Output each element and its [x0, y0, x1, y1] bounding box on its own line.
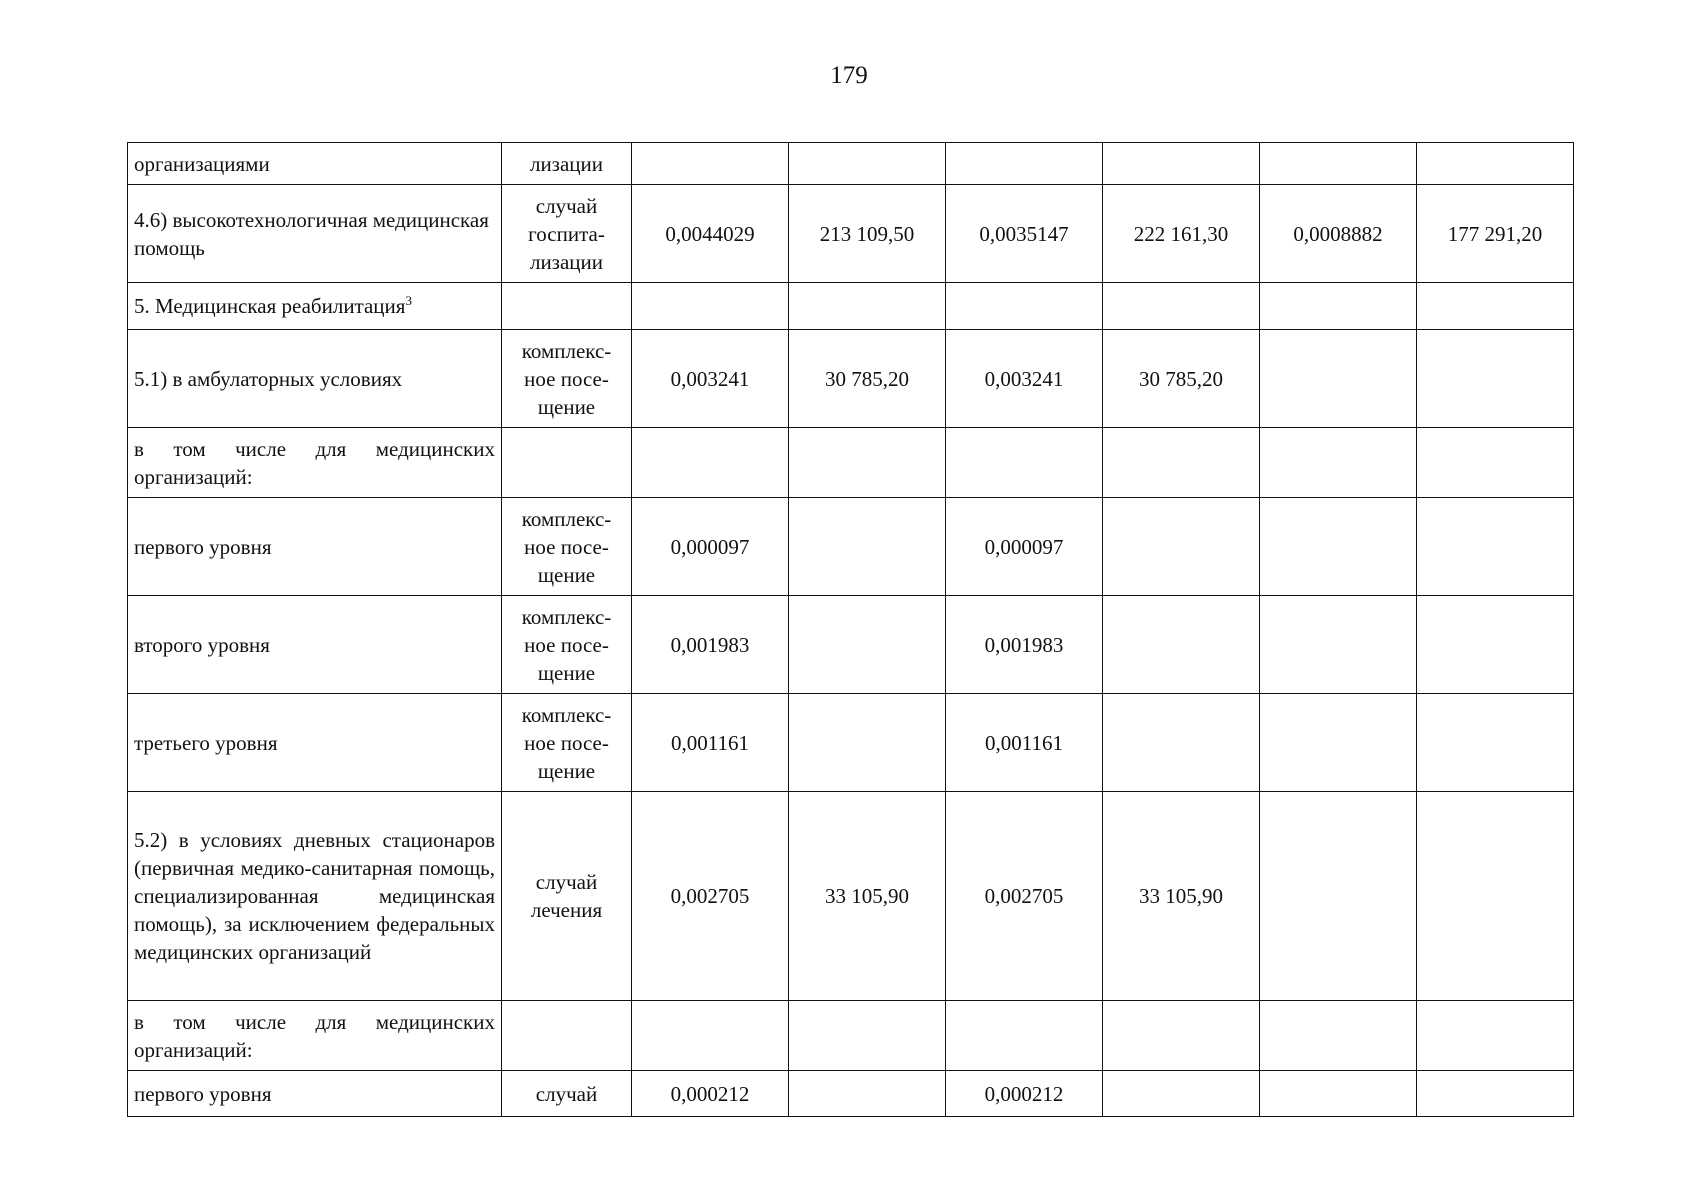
value-cell: [789, 596, 946, 694]
value-cell: 33 105,90: [789, 792, 946, 1001]
unit-cell: случай лечения: [502, 792, 632, 1001]
table-row: [128, 1071, 1574, 1117]
row-name-cell: [128, 283, 502, 330]
value-cell: [1103, 283, 1260, 330]
value-cell: 0,001161: [632, 694, 789, 792]
value-cell: 222 161,30: [1103, 185, 1260, 283]
row-name: 5.1) в амбулаторных условиях: [134, 366, 403, 391]
value-cell: [1260, 1071, 1417, 1117]
row-name: в том числе для медицинских организаций:: [134, 1009, 495, 1062]
row-name: второго уровня: [134, 632, 270, 657]
unit-cell: [502, 1001, 632, 1071]
value-cell: [789, 1001, 946, 1071]
value-cell: 30 785,20: [789, 330, 946, 428]
value-cell: [1260, 330, 1417, 428]
data-table: [127, 142, 1574, 1117]
value-cell: [1417, 1001, 1574, 1071]
value-cell: 0,003241: [632, 330, 789, 428]
value-cell: 0,001983: [946, 596, 1103, 694]
table-row: [128, 283, 1574, 330]
unit-cell: комплекс-ное посе-щение: [502, 694, 632, 792]
value-cell: [1417, 330, 1574, 428]
row-name: первого уровня: [134, 1081, 272, 1106]
table-row: [128, 694, 1574, 792]
row-name: 4.6) высокотехнологичная медицинская помощь: [134, 207, 489, 260]
unit-cell: [502, 428, 632, 498]
value-cell: [1103, 428, 1260, 498]
value-cell: [946, 143, 1103, 185]
value-cell: [1260, 792, 1417, 1001]
value-cell: [946, 428, 1103, 498]
value-cell: [1417, 143, 1574, 185]
value-cell: 0,0008882: [1260, 185, 1417, 283]
row-name-cell: [128, 330, 502, 428]
value-cell: [632, 428, 789, 498]
footnote-marker: 3: [405, 293, 412, 308]
value-cell: [1103, 694, 1260, 792]
value-cell: 0,000212: [632, 1071, 789, 1117]
value-cell: [1260, 143, 1417, 185]
value-cell: 0,0044029: [632, 185, 789, 283]
table-row: [128, 1001, 1574, 1071]
row-name-cell: [128, 596, 502, 694]
value-cell: [1417, 498, 1574, 596]
value-cell: 0,002705: [946, 792, 1103, 1001]
unit-cell: комплекс-ное посе-щение: [502, 596, 632, 694]
value-cell: 0,001983: [632, 596, 789, 694]
value-cell: [632, 1001, 789, 1071]
row-name-cell: [128, 1071, 502, 1117]
unit-cell: случай госпита-лизации: [502, 185, 632, 283]
value-cell: 30 785,20: [1103, 330, 1260, 428]
row-name-cell: [128, 694, 502, 792]
table-row: [128, 143, 1574, 185]
row-name: в том числе для медицинских организаций:: [134, 436, 495, 489]
value-cell: 0,000212: [946, 1071, 1103, 1117]
page-number: 179: [830, 62, 868, 89]
unit-cell: комплекс-ное посе-щение: [502, 330, 632, 428]
table-row: [128, 330, 1574, 428]
value-cell: 177 291,20: [1417, 185, 1574, 283]
value-cell: [1417, 596, 1574, 694]
value-cell: [1260, 1001, 1417, 1071]
value-cell: [632, 143, 789, 185]
row-name-cell: [128, 792, 502, 1001]
row-name: 5.2) в условиях дневных стационаров (первичная медико-санитарная помощь, специализированная медицинская помощь), за исключением федеральных медицинских организаций: [134, 828, 495, 964]
table-body: [128, 143, 1574, 1117]
value-cell: [1417, 792, 1574, 1001]
table-row: [128, 428, 1574, 498]
row-name: первого уровня: [134, 534, 272, 559]
value-cell: 0,000097: [632, 498, 789, 596]
value-cell: [946, 1001, 1103, 1071]
row-name-cell: [128, 1001, 502, 1071]
value-cell: [789, 694, 946, 792]
value-cell: 0,000097: [946, 498, 1103, 596]
value-cell: 0,003241: [946, 330, 1103, 428]
value-cell: [1103, 1001, 1260, 1071]
value-cell: [789, 283, 946, 330]
value-cell: [1260, 428, 1417, 498]
table-row: [128, 792, 1574, 1001]
unit-cell: комплекс-ное посе-щение: [502, 498, 632, 596]
row-name: третьего уровня: [134, 730, 278, 755]
value-cell: [1417, 694, 1574, 792]
value-cell: [1103, 1071, 1260, 1117]
value-cell: [632, 283, 789, 330]
value-cell: [789, 1071, 946, 1117]
value-cell: [1103, 143, 1260, 185]
row-name: организациями: [134, 151, 270, 176]
value-cell: [1260, 283, 1417, 330]
value-cell: 0,0035147: [946, 185, 1103, 283]
table-row: [128, 498, 1574, 596]
row-name-cell: [128, 143, 502, 185]
unit-cell: [502, 283, 632, 330]
table-row: [128, 185, 1574, 283]
value-cell: 213 109,50: [789, 185, 946, 283]
value-cell: [1260, 498, 1417, 596]
unit-cell: лизации: [502, 143, 632, 185]
value-cell: 33 105,90: [1103, 792, 1260, 1001]
value-cell: [1417, 428, 1574, 498]
value-cell: [1103, 498, 1260, 596]
row-name-cell: [128, 185, 502, 283]
value-cell: [1417, 1071, 1574, 1117]
value-cell: 0,002705: [632, 792, 789, 1001]
row-name-cell: [128, 498, 502, 596]
value-cell: [1260, 694, 1417, 792]
value-cell: 0,001161: [946, 694, 1103, 792]
value-cell: [1417, 283, 1574, 330]
row-name: 5. Медицинская реабилитация: [134, 294, 406, 318]
value-cell: [1260, 596, 1417, 694]
unit-cell: случай: [502, 1071, 632, 1117]
value-cell: [789, 498, 946, 596]
value-cell: [1103, 596, 1260, 694]
value-cell: [789, 143, 946, 185]
value-cell: [946, 283, 1103, 330]
row-name-cell: [128, 428, 502, 498]
table-row: [128, 596, 1574, 694]
value-cell: [789, 428, 946, 498]
